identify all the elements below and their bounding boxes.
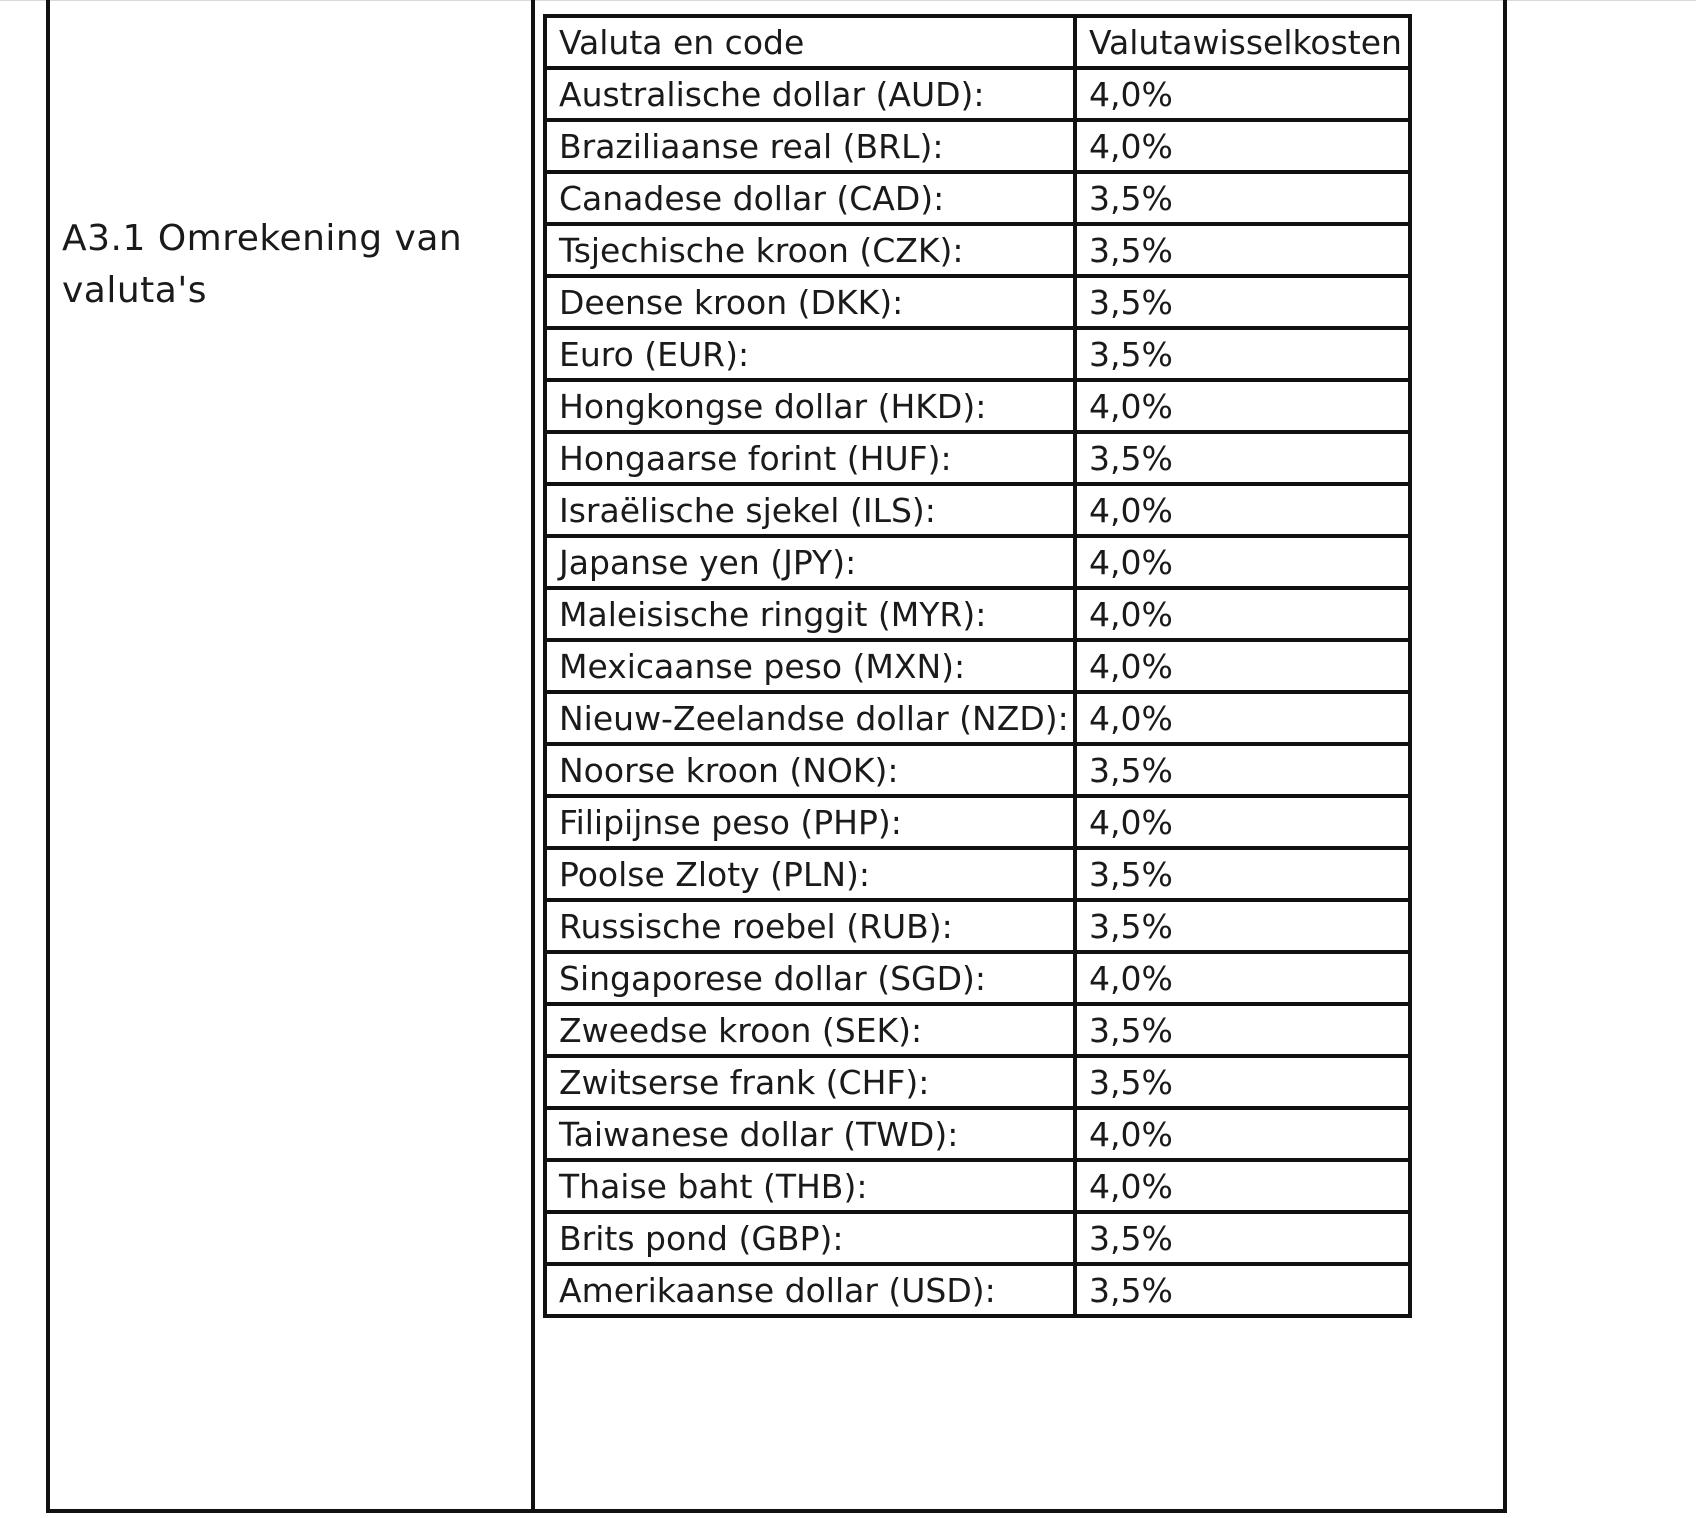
- section-heading: A3.1 Omrekening van valuta's: [62, 218, 463, 311]
- fee-cell: 4,0%: [1075, 1108, 1410, 1160]
- column-header-currency: Valuta en code: [545, 16, 1075, 68]
- currency-cell: Zwitserse frank (CHF):: [545, 1056, 1075, 1108]
- fee-cell: 3,5%: [1075, 276, 1410, 328]
- table-row: [545, 224, 1410, 276]
- table-row: [545, 952, 1410, 1004]
- fee-cell: 3,5%: [1075, 900, 1410, 952]
- currency-cell: Hongkongse dollar (HKD):: [545, 380, 1075, 432]
- currency-cell: Filipijnse peso (PHP):: [545, 796, 1075, 848]
- table-row: [545, 1004, 1410, 1056]
- table-row: [545, 1212, 1410, 1264]
- currency-cell: Zweedse kroon (SEK):: [545, 1004, 1075, 1056]
- table-row: [545, 120, 1410, 172]
- column-divider: [531, 0, 535, 1513]
- table-row: [545, 172, 1410, 224]
- table-row: [545, 692, 1410, 744]
- table-row: [545, 432, 1410, 484]
- table-row: [545, 68, 1410, 120]
- table-row: [545, 796, 1410, 848]
- fee-cell: 4,0%: [1075, 640, 1410, 692]
- table-row: [545, 328, 1410, 380]
- currency-cell: Mexicaanse peso (MXN):: [545, 640, 1075, 692]
- currency-cell: Brits pond (GBP):: [545, 1212, 1075, 1264]
- currency-cell: Israëlische sjekel (ILS):: [545, 484, 1075, 536]
- table-row: [545, 1264, 1410, 1316]
- currency-cell: Maleisische ringgit (MYR):: [545, 588, 1075, 640]
- currency-cell: Poolse Zloty (PLN):: [545, 848, 1075, 900]
- fee-cell: 3,5%: [1075, 1212, 1410, 1264]
- currency-cell: Nieuw-Zeelandse dollar (NZD):: [545, 692, 1075, 744]
- fee-cell: 3,5%: [1075, 432, 1410, 484]
- currency-cell: Australische dollar (AUD):: [545, 68, 1075, 120]
- fee-cell: 4,0%: [1075, 1160, 1410, 1212]
- currency-cell: Russische roebel (RUB):: [545, 900, 1075, 952]
- fee-cell: 3,5%: [1075, 1056, 1410, 1108]
- fee-cell: 4,0%: [1075, 380, 1410, 432]
- fee-cell: 3,5%: [1075, 172, 1410, 224]
- currency-fee-table: [543, 14, 1412, 1318]
- currency-cell: Tsjechische kroon (CZK):: [545, 224, 1075, 276]
- table-row: [545, 276, 1410, 328]
- currency-cell: Hongaarse forint (HUF):: [545, 432, 1075, 484]
- fee-cell: 4,0%: [1075, 952, 1410, 1004]
- currency-cell: Deense kroon (DKK):: [545, 276, 1075, 328]
- currency-cell: Singaporese dollar (SGD):: [545, 952, 1075, 1004]
- fee-cell: 4,0%: [1075, 588, 1410, 640]
- table-row: [545, 380, 1410, 432]
- fee-cell: 4,0%: [1075, 536, 1410, 588]
- fee-cell: 4,0%: [1075, 120, 1410, 172]
- table-row: [545, 588, 1410, 640]
- table-header-row: [545, 16, 1410, 68]
- table-row: [545, 536, 1410, 588]
- table-row: [545, 1160, 1410, 1212]
- currency-cell: Euro (EUR):: [545, 328, 1075, 380]
- table-row: [545, 1108, 1410, 1160]
- currency-cell: Amerikaanse dollar (USD):: [545, 1264, 1075, 1316]
- fee-cell: 4,0%: [1075, 796, 1410, 848]
- table-row: [545, 640, 1410, 692]
- fee-cell: 4,0%: [1075, 68, 1410, 120]
- currency-cell: Taiwanese dollar (TWD):: [545, 1108, 1075, 1160]
- fee-cell: 3,5%: [1075, 1264, 1410, 1316]
- currency-cell: Canadese dollar (CAD):: [545, 172, 1075, 224]
- currency-cell: Japanse yen (JPY):: [545, 536, 1075, 588]
- table-row: [545, 1056, 1410, 1108]
- table-row: [545, 484, 1410, 536]
- table-row: [545, 744, 1410, 796]
- column-header-fee: Valutawisselkosten: [1075, 16, 1410, 68]
- currency-cell: Noorse kroon (NOK):: [545, 744, 1075, 796]
- fee-cell: 4,0%: [1075, 484, 1410, 536]
- fee-cell: 3,5%: [1075, 1004, 1410, 1056]
- fee-cell: 3,5%: [1075, 224, 1410, 276]
- fee-cell: 3,5%: [1075, 328, 1410, 380]
- table-row: [545, 848, 1410, 900]
- fee-cell: 3,5%: [1075, 848, 1410, 900]
- currency-cell: Thaise baht (THB):: [545, 1160, 1075, 1212]
- currency-cell: Braziliaanse real (BRL):: [545, 120, 1075, 172]
- fee-cell: 3,5%: [1075, 744, 1410, 796]
- table-row: [545, 900, 1410, 952]
- fee-cell: 4,0%: [1075, 692, 1410, 744]
